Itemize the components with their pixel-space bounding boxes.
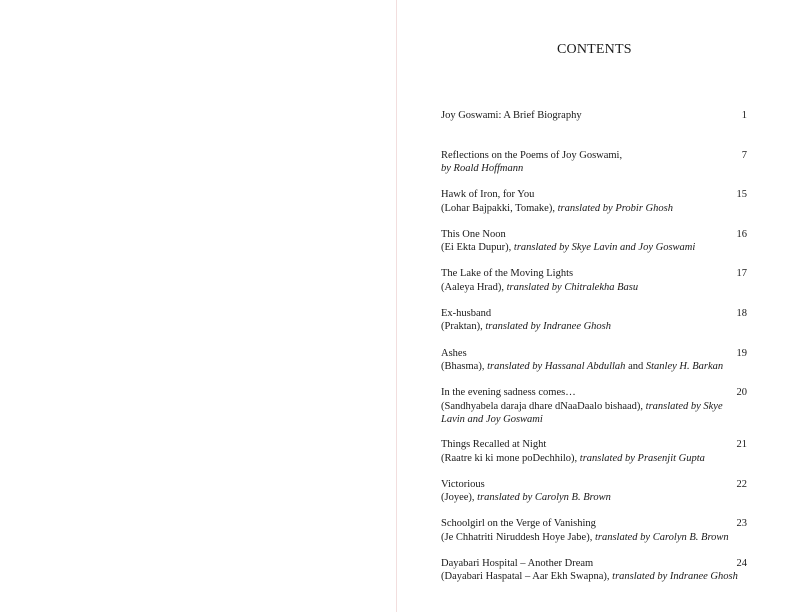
entry-credit: by Roald Hoffmann (441, 163, 524, 175)
entry-page-number: 17 (736, 268, 747, 280)
entry-title: Victorious (441, 478, 485, 490)
toc-entry[interactable] (441, 386, 747, 438)
toc-entry[interactable] (441, 109, 747, 149)
toc-entry[interactable] (441, 438, 747, 478)
entry-subtitle (441, 162, 747, 176)
entry-credit: translated by Indranee Ghosh (485, 321, 612, 333)
toc-entry[interactable] (441, 188, 747, 228)
entry-credit: translated by Skye Lavin and Joy Goswami (441, 400, 723, 426)
entry-title: In the evening sadness comes… (441, 387, 576, 399)
entry-page-number: 15 (736, 189, 747, 201)
entry-subtitle: (Joyee), translated by Carolyn B. Brown (441, 492, 611, 504)
entry-page-number: 7 (741, 149, 747, 161)
entry-page-number: 22 (736, 478, 747, 490)
entry-credit: translated by Chitralekha Basu (506, 281, 639, 293)
entry-page-number: 1 (741, 110, 747, 121)
entry-credit: translated by Hassanal Abdullah (487, 361, 626, 373)
entry-title: Schoolgirl on the Verge of Vanishing (441, 518, 596, 530)
entry-credit: translated by Indranee Ghosh (612, 571, 738, 583)
entry-subtitle: (Sandhyabela daraja dhare dNaaDaalo bishaad), translated by Skye Lavin and Joy Goswami (441, 400, 723, 426)
entry-subtitle: (Aaleya Hrad), translated by Chitralekha Basu (441, 281, 639, 293)
entry-subtitle: (Dayabari Haspatal – Aar Ekh Swapna), translated by Indranee Ghosh (441, 571, 738, 583)
toc-entry[interactable] (441, 307, 747, 347)
entry-title: Dayabari Hospital – Another Dream (441, 557, 594, 569)
entry-subtitle: (Bhasma), translated by Hassanal Abdullah and Stanley H. Barkan (441, 361, 724, 373)
entry-credit: translated by Carolyn B. Brown (477, 492, 611, 504)
entry-page-number: 16 (736, 228, 747, 240)
right-page (397, 0, 792, 612)
entry-page-number: 20 (736, 387, 747, 399)
toc-entry[interactable] (441, 517, 747, 557)
entry-title: Ex-husband (441, 307, 492, 319)
contents-heading: CONTENTS (557, 42, 632, 57)
toc-entry[interactable] (441, 267, 747, 307)
entry-subtitle: (Lohar Bajpakki, Tomake), translated by Probir Ghosh (441, 202, 673, 214)
toc-entry[interactable] (441, 347, 747, 387)
entry-page-number: 21 (736, 439, 747, 451)
toc-entry[interactable] (441, 557, 747, 597)
entry-page-number: 18 (736, 307, 747, 319)
entry-subtitle: (Raatre ki ki mone poDechhilo), translated by Prasenjit Gupta (441, 452, 705, 464)
entry-title: Hawk of Iron, for You (441, 189, 535, 201)
entry-credit: translated by Carolyn B. Brown (594, 531, 729, 543)
entry-title: Things Recalled at Night (441, 439, 547, 451)
toc-entry[interactable] (441, 478, 747, 518)
toc-list (441, 109, 747, 597)
entry-title: Ashes (441, 347, 467, 359)
entry-credit-2: Stanley H. Barkan (645, 361, 724, 373)
toc-entry[interactable] (441, 228, 747, 268)
entry-title: The Lake of the Moving Lights (441, 268, 574, 280)
entry-page-number: 24 (736, 557, 747, 569)
entry-page-number: 19 (736, 347, 747, 359)
entry-title: Reflections on the Poems of Joy Goswami, (441, 149, 623, 161)
entry-subtitle: (Je Chhatriti Niruddesh Hoye Jabe), translated by Carolyn B. Brown (441, 531, 729, 543)
entry-title: This One Noon (441, 228, 506, 240)
entry-page-number: 23 (736, 518, 747, 530)
toc-entry[interactable] (441, 149, 747, 189)
entry-credit: translated by Skye Lavin and Joy Goswami (513, 242, 696, 254)
entry-subtitle: (Ei Ekta Dupur), translated by Skye Lavin and Joy Goswami (441, 242, 696, 254)
entry-credit: translated by Probir Ghosh (557, 202, 673, 214)
entry-credit: translated by Prasenjit Gupta (579, 452, 705, 464)
entry-title: Joy Goswami: A Brief Biography (441, 110, 582, 121)
entry-subtitle: (Praktan), translated by Indranee Ghosh (441, 321, 612, 333)
